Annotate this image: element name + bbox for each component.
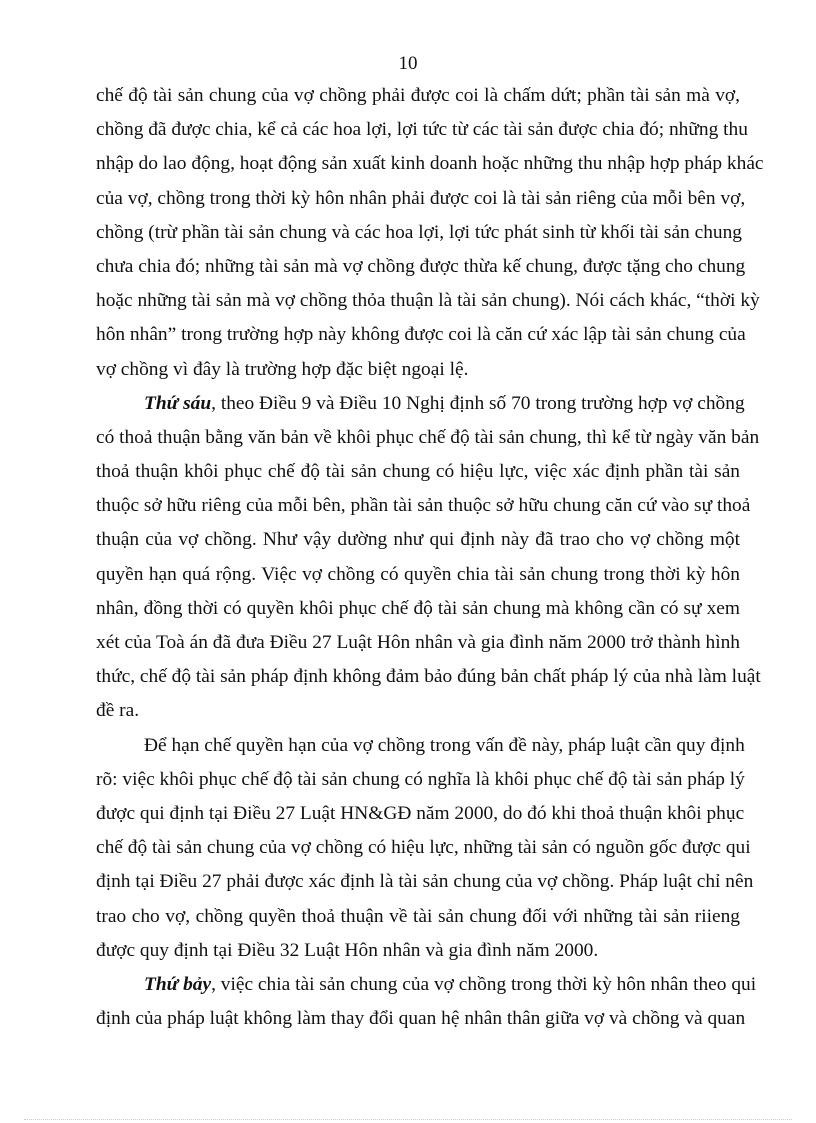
- text-line: định của pháp luật không làm thay đổi quan hệ nhân thân giữa vợ và chồng và quan: [96, 1008, 746, 1030]
- text-line: trao cho vợ, chồng quyền thoả thuận về tài sản chung đối với những tài sản riieng: [96, 905, 740, 927]
- paragraph-thu-bay: [96, 968, 757, 1036]
- text-line: được quy định tại Điều 32 Luật Hôn nhân và gia đình năm 2000.: [96, 939, 599, 961]
- text-line: thoả thuận khôi phục chế độ tài sản chung có hiệu lực, việc xác định phần tài sản: [96, 461, 740, 483]
- text-line: có thoả thuận bằng văn bản về khôi phục chế độ tài sản chung, thì kể từ ngày văn bản: [96, 426, 760, 448]
- text-line: hoặc những tài sản mà vợ chồng thỏa thuận là tài sản chung). Nói cách khác, “thời kỳ: [96, 290, 760, 312]
- text-run: , theo Điều 9 và Điều 10 Nghị định số 70 trong trường hợp vợ chồng: [211, 392, 745, 414]
- text-line: vợ chồng vì đây là trường hợp đặc biệt ngoại lệ.: [96, 358, 469, 380]
- text-line: chồng (trừ phần tài sản chung và các hoa lợi, lợi tức phát sinh từ khối tài sản chung: [96, 221, 742, 243]
- text-line: nhân, đồng thời có quyền khôi phục chế độ tài sản chung mà không cần có sự xem: [96, 597, 740, 619]
- text-line: Để hạn chế quyền hạn của vợ chồng trong vấn đề này, pháp luật cần quy định: [144, 734, 745, 756]
- text-line: thuộc sở hữu riêng của mỗi bên, phần tài sản thuộc sở hữu chung căn cứ vào sự thoả: [96, 495, 751, 517]
- body-text: [96, 79, 764, 1036]
- text-line: [96, 968, 757, 1002]
- text-line: thuận của vợ chồng. Như vậy dường như qui định này đã trao cho vợ chồng một: [96, 529, 740, 551]
- text-line: chế độ tài sản chung của vợ chồng có hiệu lực, những tài sản có nguồn gốc được qui: [96, 837, 751, 859]
- text-line: chồng đã được chia, kể cả các hoa lợi, lợi tức từ các tài sản được chia đó; những thu: [96, 119, 748, 141]
- text-line: được qui định tại Điều 27 Luật HN&GĐ năm 2000, do đó khi thoả thuận khôi phục: [96, 802, 745, 824]
- paragraph-thu-sau: [96, 387, 761, 729]
- text-line: thức, chế độ tài sản pháp định không đảm bảo đúng bản chất pháp lý của nhà làm luật: [96, 666, 761, 688]
- lead-term-thu-sau: Thứ sáu: [144, 392, 212, 414]
- footer-divider: [24, 1119, 792, 1120]
- paragraph-han-che: [96, 729, 754, 968]
- lead-term-thu-bay: Thứ bảy: [144, 973, 212, 995]
- text-line: của vợ, chồng trong thời kỳ hôn nhân phải được coi là tài sản riêng của mỗi bên vợ,: [96, 187, 746, 209]
- text-line: nhập do lao động, hoạt động sản xuất kinh doanh hoặc những thu nhập hợp pháp khác: [96, 153, 764, 175]
- text-line: chế độ tài sản chung của vợ chồng phải được coi là chấm dứt; phần tài sản mà vợ,: [96, 85, 740, 106]
- text-line: rõ: việc khôi phục chế độ tài sản chung có nghĩa là khôi phục chế độ tài sản pháp lý: [96, 768, 745, 790]
- page-number: 10: [398, 53, 418, 74]
- text-line: đề ra.: [96, 700, 140, 722]
- text-line: [96, 387, 745, 421]
- text-line: quyền hạn quá rộng. Việc vợ chồng có quyền chia tài sản chung trong thời kỳ hôn: [96, 563, 740, 585]
- text-line: định tại Điều 27 phải được xác định là tài sản chung của vợ chồng. Pháp luật chỉ nên: [96, 871, 754, 893]
- paragraph-continuation: [96, 79, 764, 387]
- text-line: xét của Toà án đã đưa Điều 27 Luật Hôn nhân và gia đình năm 2000 trở thành hình: [96, 632, 740, 653]
- text-line: chưa chia đó; những tài sản mà vợ chồng được thừa kế chung, được tặng cho chung: [96, 255, 746, 277]
- text-run: , việc chia tài sản chung của vợ chồng trong thời kỳ hôn nhân theo qui: [211, 973, 757, 995]
- text-line: hôn nhân” trong trường hợp này không được coi là căn cứ xác lập tài sản chung của: [96, 324, 746, 346]
